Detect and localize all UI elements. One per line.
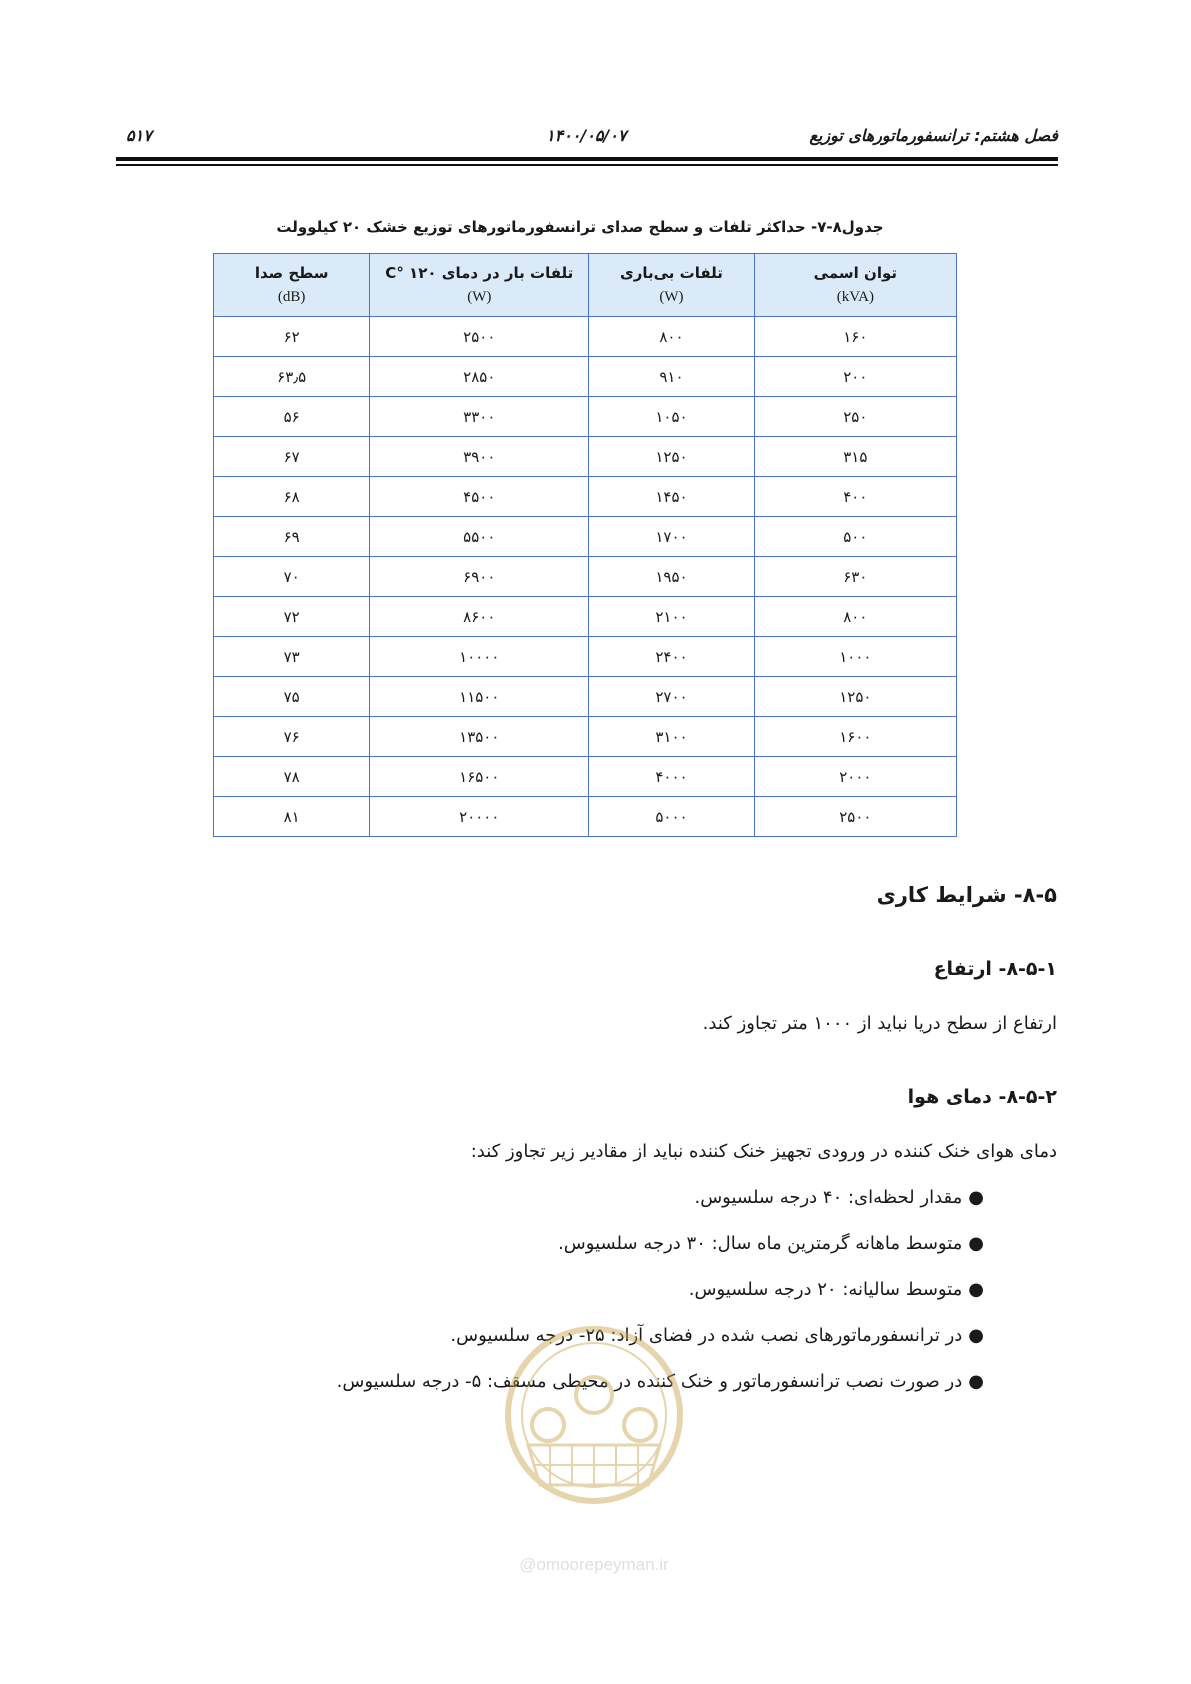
column-header bbox=[370, 254, 589, 317]
table-cell: ۷۶ bbox=[214, 717, 370, 757]
column-unit: (W) bbox=[467, 289, 492, 305]
page-header bbox=[116, 122, 1058, 152]
table-caption: جدول۸-۷- حداکثر تلفات و سطح صدای ترانسفورماتورهای توزیع خشک ۲۰ کیلوولت bbox=[276, 218, 884, 236]
bullet-icon: ● bbox=[968, 1371, 984, 1392]
table-cell: ۶۹۰۰ bbox=[370, 557, 589, 597]
column-label: تلفات بی‌باری bbox=[619, 264, 723, 282]
air-temperature-heading: ۸-۵-۲- دمای هوا bbox=[907, 1086, 1057, 1108]
table-cell: ۵۰۰ bbox=[754, 517, 956, 557]
table-row bbox=[214, 357, 957, 397]
table-cell: ۱۳۵۰۰ bbox=[370, 717, 589, 757]
table-cell: ۶۳٫۵ bbox=[214, 357, 370, 397]
list-item-text: مقدار لحظه‌ای: ۴۰ درجه سلسیوس. bbox=[694, 1187, 963, 1208]
table-cell: ۲۰۰ bbox=[754, 357, 956, 397]
section-heading: ۸-۵- شرایط کاری bbox=[876, 883, 1057, 907]
table-cell: ۸۱ bbox=[214, 797, 370, 837]
table-cell: ۲۵۰ bbox=[754, 397, 956, 437]
table-cell: ۷۲ bbox=[214, 597, 370, 637]
list-item-text: متوسط ماهانه گرمترین ماه سال: ۳۰ درجه سلسیوس. bbox=[558, 1233, 963, 1254]
table-cell: ۷۰ bbox=[214, 557, 370, 597]
column-header bbox=[754, 254, 956, 317]
table-row bbox=[214, 437, 957, 477]
table-row bbox=[214, 317, 957, 357]
header-date: ۱۴۰۰/۰۵/۰۷ bbox=[546, 126, 627, 145]
column-unit: (dB) bbox=[277, 289, 306, 305]
table-row bbox=[214, 757, 957, 797]
table-cell: ۷۵ bbox=[214, 677, 370, 717]
table-cell: ۱۶۰ bbox=[754, 317, 956, 357]
table-cell: ۴۰۰ bbox=[754, 477, 956, 517]
table-cell: ۱۰۵۰ bbox=[589, 397, 754, 437]
table-cell: ۱۰۰۰ bbox=[754, 637, 956, 677]
table-cell: ۳۱۰۰ bbox=[589, 717, 754, 757]
table-cell: ۲۴۰۰ bbox=[589, 637, 754, 677]
table-cell: ۱۱۵۰۰ bbox=[370, 677, 589, 717]
altitude-heading: ۸-۵-۱- ارتفاع bbox=[933, 958, 1057, 980]
table-cell: ۸۰۰ bbox=[754, 597, 956, 637]
bullet-icon: ● bbox=[968, 1187, 984, 1208]
list-item-text: در صورت نصب ترانسفورماتور و خنک کننده در محیطی مسقف: ۵- درجه سلسیوس. bbox=[336, 1371, 963, 1392]
table-row bbox=[214, 717, 957, 757]
list-item-text: متوسط سالیانه: ۲۰ درجه سلسیوس. bbox=[688, 1279, 963, 1300]
table-cell: ۱۲۵۰ bbox=[754, 677, 956, 717]
transformer-loss-table bbox=[213, 253, 957, 837]
table-header-row bbox=[214, 254, 957, 317]
list-item bbox=[337, 1231, 984, 1277]
table-cell: ۵۵۰۰ bbox=[370, 517, 589, 557]
table-row bbox=[214, 637, 957, 677]
column-unit: (W) bbox=[659, 289, 684, 305]
table-cell: ۸۰۰ bbox=[589, 317, 754, 357]
table-cell: ۲۰۰۰ bbox=[754, 757, 956, 797]
table-cell: ۲۰۰۰۰ bbox=[370, 797, 589, 837]
table-cell: ۶۹ bbox=[214, 517, 370, 557]
table-cell: ۱۷۰۰ bbox=[589, 517, 754, 557]
table-cell: ۲۷۰۰ bbox=[589, 677, 754, 717]
chapter-title: فصل هشتم: ترانسفورماتورهای توزیع bbox=[809, 126, 1058, 145]
watermark-seal bbox=[488, 1320, 700, 1590]
bullet-icon: ● bbox=[968, 1233, 984, 1254]
table-cell: ۷۸ bbox=[214, 757, 370, 797]
table-cell: ۶۷ bbox=[214, 437, 370, 477]
bullet-icon: ● bbox=[968, 1325, 984, 1346]
column-header bbox=[589, 254, 754, 317]
column-header bbox=[214, 254, 370, 317]
table-cell: ۸۶۰۰ bbox=[370, 597, 589, 637]
table-cell: ۹۱۰ bbox=[589, 357, 754, 397]
table-cell: ۶۲ bbox=[214, 317, 370, 357]
table-cell: ۲۵۰۰ bbox=[754, 797, 956, 837]
table-cell: ۴۰۰۰ bbox=[589, 757, 754, 797]
table-row bbox=[214, 557, 957, 597]
table-body bbox=[214, 317, 957, 837]
table-cell: ۳۱۵ bbox=[754, 437, 956, 477]
table-cell: ۱۴۵۰ bbox=[589, 477, 754, 517]
table-cell: ۶۳۰ bbox=[754, 557, 956, 597]
table-cell: ۲۱۰۰ bbox=[589, 597, 754, 637]
table-row bbox=[214, 797, 957, 837]
table-cell: ۱۲۵۰ bbox=[589, 437, 754, 477]
table-cell: ۱۶۵۰۰ bbox=[370, 757, 589, 797]
list-item bbox=[337, 1277, 984, 1323]
table-cell: ۲۵۰۰ bbox=[370, 317, 589, 357]
column-label: توان اسمی bbox=[813, 264, 897, 282]
seal-icon bbox=[488, 1320, 700, 1590]
table-cell: ۱۹۵۰ bbox=[589, 557, 754, 597]
header-rule-thick bbox=[116, 157, 1058, 161]
table-row bbox=[214, 597, 957, 637]
table-cell: ۴۵۰۰ bbox=[370, 477, 589, 517]
table-cell: ۱۰۰۰۰ bbox=[370, 637, 589, 677]
watermark-text: @omoorepeyman.ir bbox=[519, 1555, 669, 1574]
altitude-paragraph: ارتفاع از سطح دریا نباید از ۱۰۰۰ متر تجاوز کند. bbox=[702, 1013, 1057, 1034]
table-cell: ۳۹۰۰ bbox=[370, 437, 589, 477]
column-unit: (kVA) bbox=[836, 289, 874, 305]
table-cell: ۷۳ bbox=[214, 637, 370, 677]
table-cell: ۲۸۵۰ bbox=[370, 357, 589, 397]
bullet-icon: ● bbox=[968, 1279, 984, 1300]
air-temperature-paragraph: دمای هوای خنک کننده در ورودی تجهیز خنک کننده نباید از مقادیر زیر تجاوز کند: bbox=[470, 1141, 1057, 1162]
column-label: سطح صدا bbox=[254, 264, 329, 282]
table-cell: ۶۸ bbox=[214, 477, 370, 517]
header-rule-thin bbox=[116, 164, 1058, 166]
table-row bbox=[214, 677, 957, 717]
list-item-text: در ترانسفورماتورهای نصب شده در فضای آزاد: ۲۵- درجه سلسیوس. bbox=[450, 1325, 963, 1346]
table-cell: ۳۳۰۰ bbox=[370, 397, 589, 437]
table-row bbox=[214, 517, 957, 557]
table-row bbox=[214, 477, 957, 517]
table-cell: ۵۰۰۰ bbox=[589, 797, 754, 837]
list-item bbox=[337, 1185, 984, 1231]
table-cell: ۱۶۰۰ bbox=[754, 717, 956, 757]
page-number: ۵۱۷ bbox=[126, 126, 152, 145]
table-cell: ۵۶ bbox=[214, 397, 370, 437]
column-label: تلفات بار در دمای ۱۲۰ °C bbox=[385, 264, 574, 282]
table-row bbox=[214, 397, 957, 437]
